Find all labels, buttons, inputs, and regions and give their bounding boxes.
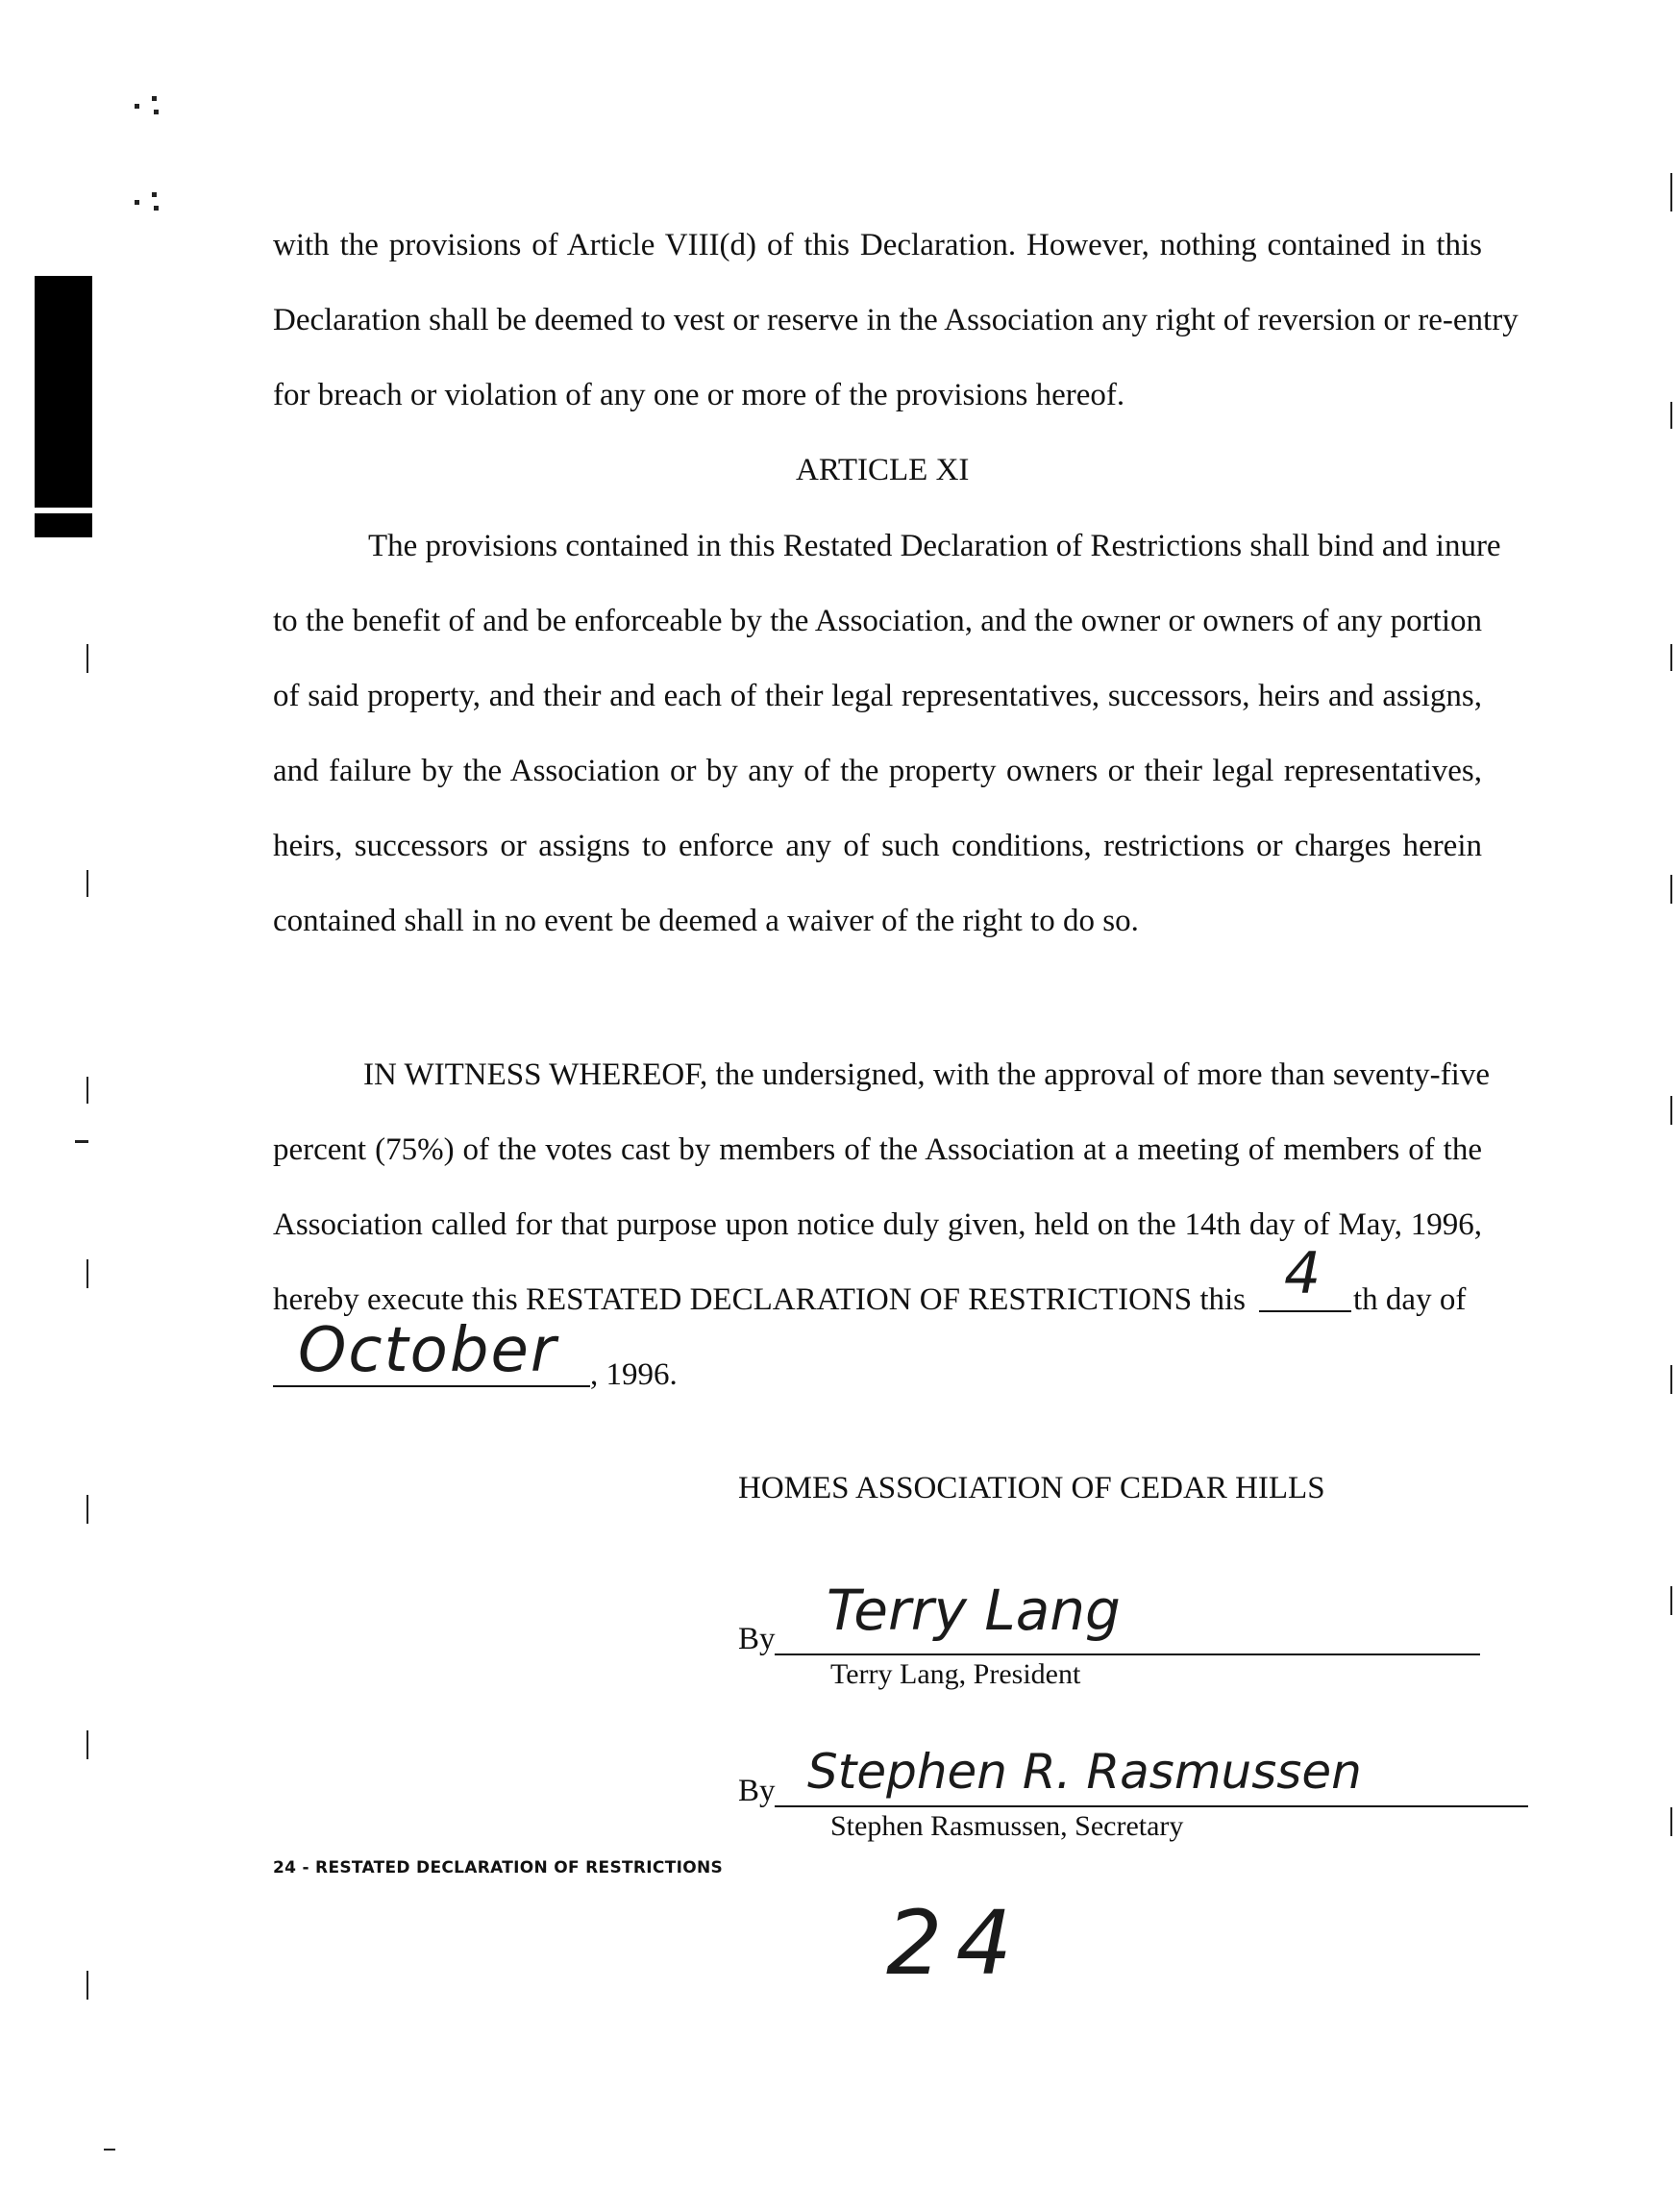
signature-stephen-rasmussen: Stephen R. Rasmussen (807, 1744, 1362, 1800)
paragraph-1-line: Declaration shall be deemed to vest or reserve in the Association any right of reversion or re-entry (273, 303, 1519, 337)
scan-tick (1670, 402, 1672, 429)
paragraph-2-line: of said property, and their and each of their legal representatives, successors, heirs and assigns, (273, 679, 1482, 713)
scan-dot (154, 110, 159, 114)
scan-tick (86, 1259, 88, 1288)
scan-dot (152, 96, 157, 101)
scan-tick (1670, 644, 1672, 671)
scan-dot (154, 206, 159, 211)
execute-prefix: hereby execute this RESTATED DECLARATION OF RESTRICTIONS this (273, 1282, 1247, 1317)
execute-suffix: th day of (1353, 1282, 1467, 1317)
scan-tick (1670, 1096, 1672, 1125)
handwritten-page-number: 24 (886, 1892, 1026, 1995)
scan-tick (86, 1077, 88, 1104)
witness-line: IN WITNESS WHEREOF, the undersigned, with the approval of more than seventy-five (363, 1057, 1490, 1092)
year-suffix: , 1996. (590, 1357, 678, 1392)
witness-line: Association called for that purpose upon notice duly given, held on the 14th day of May, 1996, (273, 1207, 1482, 1242)
scan-tick (1670, 173, 1672, 211)
page-footer: 24 - RESTATED DECLARATION OF RESTRICTIONS (273, 1858, 724, 1877)
signatory-name-secretary: Stephen Rasmussen, Secretary (830, 1810, 1184, 1842)
scan-tick (86, 1730, 88, 1759)
scan-tick (1670, 875, 1672, 904)
paragraph-2-line: and failure by the Association or by any of the property owners or their legal representatives, (273, 754, 1482, 788)
scan-tick (1670, 1586, 1672, 1615)
scan-tick (86, 1495, 88, 1524)
paragraph-2-line: to the benefit of and be enforceable by the Association, and the owner or owners of any portion (273, 604, 1482, 638)
scan-tick (75, 1140, 88, 1143)
article-heading: ARTICLE XI (796, 453, 970, 487)
paragraph-1-line: with the provisions of Article VIII(d) of this Declaration. However, nothing contained in this (273, 228, 1482, 262)
scan-tick (104, 2149, 115, 2151)
scan-dot (152, 192, 157, 197)
day-blank-line (1259, 1310, 1351, 1312)
scan-edge-gap (35, 508, 92, 513)
scan-tick (1670, 1807, 1672, 1836)
paragraph-2-line: heirs, successors or assigns to enforce any of such conditions, restrictions or charges herein (273, 829, 1482, 863)
paragraph-1-line: for breach or violation of any one or more of the provisions hereof. (273, 378, 1125, 412)
handwritten-day: 4 (1284, 1240, 1322, 1307)
signatory-name-president: Terry Lang, President (830, 1658, 1081, 1690)
signature-by-label: By (738, 1622, 776, 1656)
handwritten-month: October (298, 1315, 558, 1386)
signature-by-label: By (738, 1774, 776, 1808)
scan-tick (86, 1971, 88, 2000)
scan-tick (86, 644, 88, 673)
association-name: HOMES ASSOCIATION OF CEDAR HILLS (738, 1471, 1325, 1505)
scan-edge-bar (35, 276, 92, 537)
paragraph-2-line: contained shall in no event be deemed a waiver of the right to do so. (273, 904, 1139, 938)
signature-terry-lang: Terry Lang (827, 1578, 1121, 1643)
paragraph-2-line: The provisions contained in this Restated Declaration of Restrictions shall bind and inure (368, 529, 1501, 563)
scan-dot (135, 200, 139, 205)
scan-tick (86, 870, 88, 897)
witness-line: percent (75%) of the votes cast by members of the Association at a meeting of members of the (273, 1132, 1482, 1167)
scan-dot (135, 104, 139, 109)
scan-tick (1670, 1365, 1672, 1394)
